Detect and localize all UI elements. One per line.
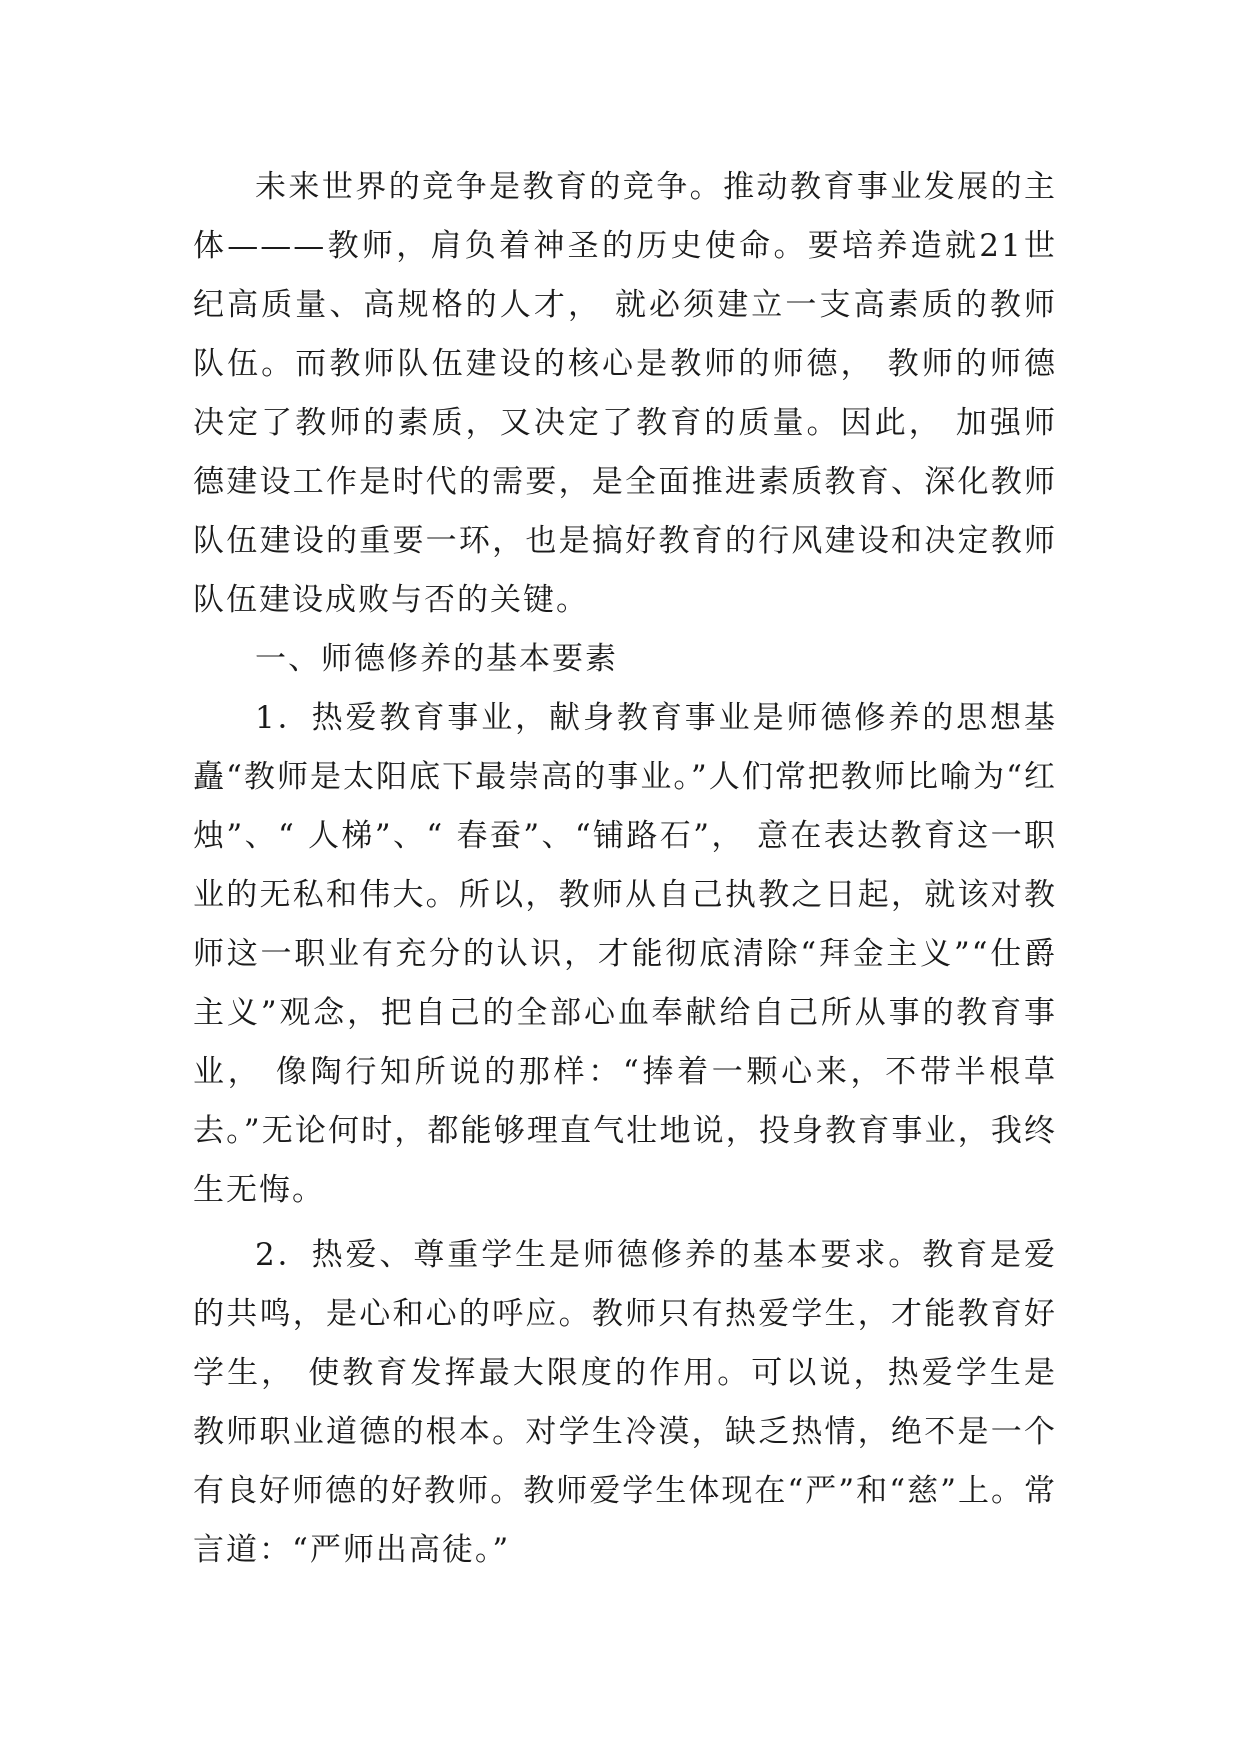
section-heading: 一、师德修养的基本要素 [255,641,618,677]
point-2-paragraph: 2．热爱、尊重学生是师德修养的基本要求。教育是爱的共鸣，是心和心的呼应。教师只有热爱学生，才能教育好学生， 使教育发挥最大限度的作用。可以说，热爱学生是教师职业道德的根本。对学生冷漠，缺乏热情，绝不是一个有良好师德的好教师。教师爱学生体现在“严”和“慈”上。常言道：“严师出高徒。” [193,1237,1057,1568]
intro-paragraph: 未来世界的竞争是教育的竞争。推动教育事业发展的主体———教师，肩负着神圣的历史使命。要培养造就21世纪高质量、高规格的人才， 就必须建立一支高素质的教师队伍。而教师队伍建设的核心是教师的师德， 教师的师德决定了教师的素质，又决定了教育的质量。因此， 加强师德建设工作是时代的需要，是全面推进素质教育、深化教师队伍建设的重要一环，也是搞好教育的行风建设和决定教师队伍建设成败与否的关键。 [193,169,1057,618]
document-body [193,158,1057,1580]
point-1-paragraph: 1．热爱教育事业，献身教育事业是师德修养的思想基矗“教师是太阳底下最崇高的事业。”人们常把教师比喻为“红烛”、“ 人梯”、“ 春蚕”、“铺路石”， 意在表达教育这一职业的无私和伟大。所以，教师从自己执教之日起，就该对教师这一职业有充分的认识，才能彻底清除“拜金主义”“仕爵主义”观念，把自己的全部心血奉献给自己所从事的教育事业， 像陶行知所说的那样：“捧着一颗心来，不带半根草去。”无论何时，都能够理直气壮地说，投身教育事业，我终生无悔。 [193,700,1057,1208]
